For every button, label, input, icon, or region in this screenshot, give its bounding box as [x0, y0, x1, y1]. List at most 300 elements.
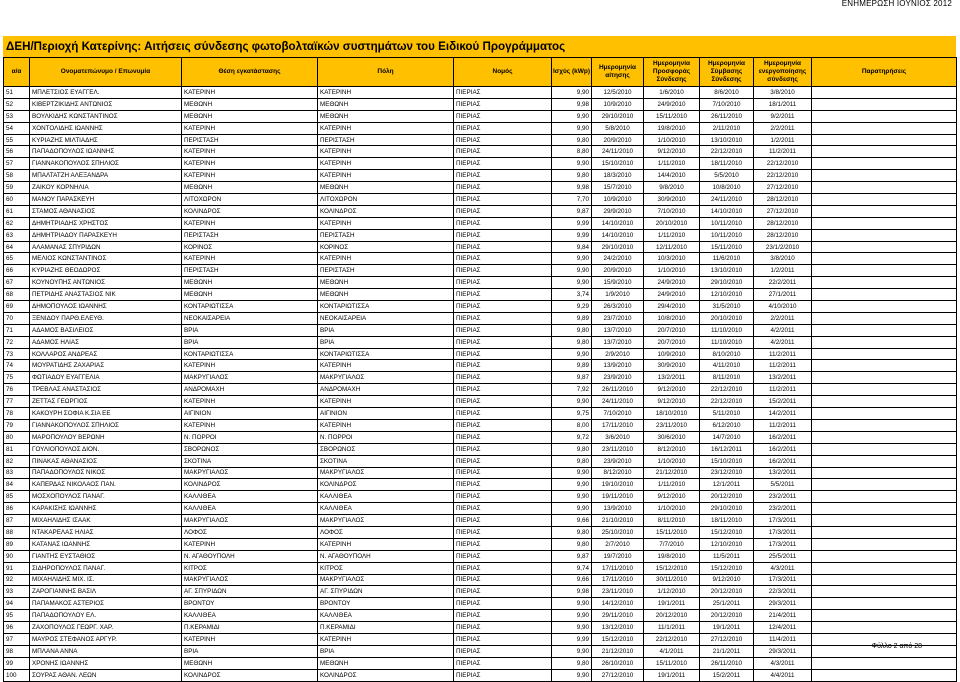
cell-prefecture: ΠΙΕΡΙΑΣ: [454, 538, 552, 550]
cell-aa: 69: [4, 301, 30, 313]
cell-city: ΠΕΡΙΣΤΑΣΗ: [318, 265, 454, 277]
cell-contract-date: 6/12/2010: [700, 419, 754, 431]
cell-name: ΔΗΜΗΤΡΙΑΔΗΣ ΧΡΗΣΤΟΣ: [30, 217, 182, 229]
cell-prefecture: ΠΙΕΡΙΑΣ: [454, 265, 552, 277]
cell-remarks: [812, 431, 957, 443]
col-contract-date-header: Ημερομηνία Σύμβασης Σύνδεσης: [700, 58, 754, 87]
cell-contract-date: 10/8/2010: [700, 182, 754, 194]
cell-prefecture: ΠΙΕΡΙΑΣ: [454, 550, 552, 562]
cell-remarks: [812, 562, 957, 574]
cell-prefecture: ΠΙΕΡΙΑΣ: [454, 205, 552, 217]
cell-prefecture: ΠΙΕΡΙΑΣ: [454, 669, 552, 681]
cell-name: ΜΟΥΡΑΤΙΔΗΣ ΖΑΧΑΡΙΑΣ: [30, 360, 182, 372]
cell-city: ΜΕΘΩΝΗ: [318, 657, 454, 669]
col-aa-header: α/α: [4, 58, 30, 87]
cell-remarks: [812, 550, 957, 562]
cell-offer-date: 12/11/2010: [644, 241, 700, 253]
cell-prefecture: ΠΙΕΡΙΑΣ: [454, 87, 552, 99]
cell-contract-date: 8/11/2010: [700, 372, 754, 384]
cell-city: ΑΓ. ΣΠΥΡΙΔΩΝ: [318, 586, 454, 598]
cell-prefecture: ΠΙΕΡΙΑΣ: [454, 443, 552, 455]
cell-name: ΔΗΜΟΠΟΥΛΟΣ ΙΩΑΝΝΗΣ: [30, 301, 182, 313]
cell-aa: 55: [4, 134, 30, 146]
cell-prefecture: ΠΙΕΡΙΑΣ: [454, 122, 552, 134]
cell-power: 9,98: [552, 98, 592, 110]
cell-aa: 79: [4, 419, 30, 431]
cell-power: 9,90: [552, 669, 592, 681]
cell-remarks: [812, 503, 957, 515]
cell-remarks: [812, 669, 957, 681]
cell-application-date: 17/11/2010: [592, 574, 644, 586]
cell-city: ΚΑΛΛΙΘΕΑ: [318, 610, 454, 622]
cell-city: ΒΡΟΝΤΟΥ: [318, 598, 454, 610]
cell-offer-date: 14/4/2010: [644, 170, 700, 182]
cell-application-date: 13/12/2010: [592, 622, 644, 634]
cell-contract-date: 26/11/2010: [700, 110, 754, 122]
cell-location: ΚΑΤΕΡΙΝΗ: [182, 360, 318, 372]
cell-city: ΛΟΦΟΣ: [318, 526, 454, 538]
cell-aa: 85: [4, 491, 30, 503]
cell-prefecture: ΠΙΕΡΙΑΣ: [454, 360, 552, 372]
cell-activation-date: 4/4/2011: [754, 669, 812, 681]
cell-application-date: 19/10/2010: [592, 479, 644, 491]
cell-city: ΚΑΤΕΡΙΝΗ: [318, 146, 454, 158]
cell-offer-date: 11/1/2011: [644, 622, 700, 634]
table-row: [4, 194, 957, 206]
table-body: [4, 87, 957, 682]
cell-name: ΖΕΤΤΑΣ ΓΕΩΡΓΙΟΣ: [30, 396, 182, 408]
cell-city: ΚΟΛΙΝΔΡΟΣ: [318, 669, 454, 681]
cell-activation-date: 4/2/2011: [754, 336, 812, 348]
cell-remarks: [812, 134, 957, 146]
cell-name: ΒΟΥΛΚΙΔΗΣ ΚΩΝΣΤΑΝΤΙΝΟΣ: [30, 110, 182, 122]
cell-power: 9,89: [552, 312, 592, 324]
cell-power: 7,70: [552, 194, 592, 206]
table-row: [4, 372, 957, 384]
table-row: [4, 586, 957, 598]
cell-city: ΚΑΛΛΙΘΕΑ: [318, 503, 454, 515]
cell-location: ΚΑΤΕΡΙΝΗ: [182, 538, 318, 550]
cell-power: 9,75: [552, 408, 592, 420]
cell-activation-date: 2/2/2011: [754, 312, 812, 324]
cell-location: ΠΕΡΙΣΤΑΣΗ: [182, 265, 318, 277]
cell-offer-date: 7/7/2010: [644, 538, 700, 550]
table-row: [4, 312, 957, 324]
cell-contract-date: 21/1/2011: [700, 645, 754, 657]
col-location-header: Θέση εγκατάστασης: [182, 58, 318, 87]
cell-activation-date: 9/2/2011: [754, 110, 812, 122]
cell-offer-date: 13/2/2011: [644, 372, 700, 384]
table-row: [4, 467, 957, 479]
cell-aa: 53: [4, 110, 30, 122]
cell-offer-date: 1/6/2010: [644, 87, 700, 99]
cell-aa: 71: [4, 324, 30, 336]
cell-city: ΚΟΝΤΑΡΙΩΤΙΣΣΑ: [318, 348, 454, 360]
cell-power: 9,99: [552, 229, 592, 241]
cell-prefecture: ΠΙΕΡΙΑΣ: [454, 633, 552, 645]
cell-name: ΖΑΧΟΠΟΥΛΟΣ ΓΕΩΡΓ. ΧΑΡ.: [30, 622, 182, 634]
cell-location: Π.ΚΕΡΑΜΙΔΙ: [182, 622, 318, 634]
cell-power: 9,99: [552, 217, 592, 229]
cell-contract-date: 14/7/2010: [700, 431, 754, 443]
cell-application-date: 8/12/2010: [592, 467, 644, 479]
cell-city: ΚΑΤΕΡΙΝΗ: [318, 253, 454, 265]
cell-application-date: 17/11/2010: [592, 419, 644, 431]
cell-remarks: [812, 217, 957, 229]
cell-activation-date: 17/3/2011: [754, 538, 812, 550]
col-remarks-header: Παρατηρήσεις: [812, 58, 957, 87]
cell-application-date: 17/11/2010: [592, 562, 644, 574]
cell-offer-date: 9/12/2010: [644, 146, 700, 158]
cell-power: 3,74: [552, 289, 592, 301]
cell-city: ΜΕΘΩΝΗ: [318, 110, 454, 122]
table-row: [4, 479, 957, 491]
cell-contract-date: 18/11/2010: [700, 515, 754, 527]
table-row: [4, 396, 957, 408]
cell-location: ΛΟΦΟΣ: [182, 526, 318, 538]
cell-contract-date: 8/6/2010: [700, 87, 754, 99]
cell-location: ΣΚΟΤΙΝΑ: [182, 455, 318, 467]
cell-remarks: [812, 348, 957, 360]
cell-city: ΚΟΡΙΝΟΣ: [318, 241, 454, 253]
cell-remarks: [812, 515, 957, 527]
cell-application-date: 21/10/2010: [592, 515, 644, 527]
cell-city: ΒΡΙΑ: [318, 324, 454, 336]
cell-remarks: [812, 384, 957, 396]
cell-location: ΒΡΙΑ: [182, 336, 318, 348]
cell-offer-date: 21/12/2010: [644, 467, 700, 479]
cell-location: ΚΟΛΙΝΔΡΟΣ: [182, 205, 318, 217]
cell-location: ΚΑΤΕΡΙΝΗ: [182, 122, 318, 134]
cell-aa: 78: [4, 408, 30, 420]
cell-application-date: 2/7/2010: [592, 538, 644, 550]
cell-offer-date: 30/6/2010: [644, 431, 700, 443]
cell-remarks: [812, 289, 957, 301]
cell-power: 9,66: [552, 515, 592, 527]
cell-location: ΜΑΚΡΥΓΙΑΛΟΣ: [182, 515, 318, 527]
cell-location: ΚΑΤΕΡΙΝΗ: [182, 170, 318, 182]
cell-application-date: 27/12/2010: [592, 669, 644, 681]
cell-city: ΚΑΤΕΡΙΝΗ: [318, 360, 454, 372]
cell-location: ΚΟΡΙΝΟΣ: [182, 241, 318, 253]
page-footer: Φύλλο 2 από 28: [871, 643, 922, 650]
cell-application-date: 13/9/2010: [592, 503, 644, 515]
cell-name: ΜΑΥΡΟΣ ΣΤΕΦΑΝΟΣ ΑΡΓΥΡ.: [30, 633, 182, 645]
cell-offer-date: 24/9/2010: [644, 277, 700, 289]
cell-offer-date: 1/10/2010: [644, 503, 700, 515]
cell-application-date: 29/10/2010: [592, 241, 644, 253]
cell-activation-date: 11/2/2011: [754, 348, 812, 360]
cell-name: ΚΟΥΝΟΥΠΗΣ ΑΝΤΩΝΙΟΣ: [30, 277, 182, 289]
cell-application-date: 7/10/2010: [592, 408, 644, 420]
cell-prefecture: ΠΙΕΡΙΑΣ: [454, 301, 552, 313]
cell-offer-date: 8/12/2010: [644, 443, 700, 455]
cell-prefecture: ΠΙΕΡΙΑΣ: [454, 455, 552, 467]
table-row: [4, 562, 957, 574]
cell-remarks: [812, 110, 957, 122]
cell-name: ΔΗΜΗΤΡΙΑΔΟΥ ΠΑΡΑΣΚΕΥΗ: [30, 229, 182, 241]
cell-remarks: [812, 277, 957, 289]
cell-aa: 90: [4, 550, 30, 562]
cell-name: ΚΑΤΑΝΑΣ ΙΩΑΝΝΗΣ: [30, 538, 182, 550]
cell-aa: 88: [4, 526, 30, 538]
cell-prefecture: ΠΙΕΡΙΑΣ: [454, 158, 552, 170]
cell-activation-date: 15/2/2011: [754, 396, 812, 408]
cell-location: ΚΑΛΛΙΘΕΑ: [182, 610, 318, 622]
cell-city: ΜΕΘΩΝΗ: [318, 277, 454, 289]
cell-offer-date: 22/12/2010: [644, 633, 700, 645]
cell-power: 9,87: [552, 550, 592, 562]
cell-remarks: [812, 526, 957, 538]
cell-aa: 77: [4, 396, 30, 408]
cell-name: ΑΛΑΜΑΝΑΣ ΣΠΥΡΙΔΩΝ: [30, 241, 182, 253]
cell-prefecture: ΠΙΕΡΙΑΣ: [454, 277, 552, 289]
cell-application-date: 23/11/2010: [592, 586, 644, 598]
cell-aa: 97: [4, 633, 30, 645]
cell-application-date: 21/12/2010: [592, 645, 644, 657]
cell-power: 9,80: [552, 526, 592, 538]
cell-aa: 60: [4, 194, 30, 206]
cell-contract-date: 5/5/2010: [700, 170, 754, 182]
cell-activation-date: 18/1/2011: [754, 98, 812, 110]
cell-application-date: 14/10/2010: [592, 217, 644, 229]
table-row: [4, 669, 957, 681]
cell-name: ΚΥΡΙΑΖΗΣ ΜΙΛΤΙΑΔΗΣ: [30, 134, 182, 146]
cell-prefecture: ΠΙΕΡΙΑΣ: [454, 241, 552, 253]
cell-city: ΚΟΛΙΝΔΡΟΣ: [318, 205, 454, 217]
cell-remarks: [812, 205, 957, 217]
cell-aa: 54: [4, 122, 30, 134]
cell-location: ΒΡΟΝΤΟΥ: [182, 598, 318, 610]
cell-location: ΚΑΤΕΡΙΝΗ: [182, 158, 318, 170]
table-row: [4, 289, 957, 301]
cell-power: 9,90: [552, 645, 592, 657]
cell-contract-date: 11/10/2010: [700, 324, 754, 336]
cell-prefecture: ΠΙΕΡΙΑΣ: [454, 491, 552, 503]
cell-offer-date: 9/12/2010: [644, 491, 700, 503]
cell-application-date: 25/10/2010: [592, 526, 644, 538]
cell-aa: 95: [4, 610, 30, 622]
cell-name: ΜΙΧΑΗΛΙΔΗΣ ΙΣΑΑΚ: [30, 515, 182, 527]
cell-application-date: 18/3/2010: [592, 170, 644, 182]
cell-power: 9,90: [552, 122, 592, 134]
cell-location: ΚΑΤΕΡΙΝΗ: [182, 146, 318, 158]
cell-name: ΜΟΣΧΟΠΟΥΛΟΣ ΠΑΝΑΓ.: [30, 491, 182, 503]
cell-aa: 91: [4, 562, 30, 574]
col-city-header: Πόλη: [318, 58, 454, 87]
cell-activation-date: 25/5/2011: [754, 550, 812, 562]
cell-power: 9,90: [552, 622, 592, 634]
cell-contract-date: 9/12/2010: [700, 574, 754, 586]
cell-activation-date: 29/3/2011: [754, 598, 812, 610]
cell-prefecture: ΠΙΕΡΙΑΣ: [454, 182, 552, 194]
table-header-row: [4, 58, 957, 87]
cell-aa: 81: [4, 443, 30, 455]
cell-contract-date: 20/12/2010: [700, 586, 754, 598]
cell-location: ΚΑΤΕΡΙΝΗ: [182, 633, 318, 645]
cell-city: ΠΕΡΙΣΤΑΣΗ: [318, 134, 454, 146]
cell-remarks: [812, 538, 957, 550]
cell-city: ΚΟΝΤΑΡΙΩΤΙΣΣΑ: [318, 301, 454, 313]
cell-offer-date: 19/8/2010: [644, 122, 700, 134]
cell-name: ΜΙΧΑΗΛΙΔΗΣ ΜΙΧ. ΙΣ.: [30, 574, 182, 586]
cell-location: ΚΑΛΛΙΘΕΑ: [182, 503, 318, 515]
cell-aa: 64: [4, 241, 30, 253]
cell-contract-date: 7/10/2010: [700, 98, 754, 110]
cell-remarks: [812, 574, 957, 586]
cell-name: ΞΕΝΙΔΟΥ ΠΑΡΘ.ΕΛΕΥΘ.: [30, 312, 182, 324]
cell-aa: 57: [4, 158, 30, 170]
cell-aa: 86: [4, 503, 30, 515]
cell-location: ΜΕΘΩΝΗ: [182, 110, 318, 122]
cell-remarks: [812, 408, 957, 420]
cell-activation-date: 11/2/2011: [754, 360, 812, 372]
cell-application-date: 24/11/2010: [592, 396, 644, 408]
cell-power: 9,90: [552, 610, 592, 622]
cell-offer-date: 30/9/2010: [644, 360, 700, 372]
cell-power: 9,80: [552, 170, 592, 182]
cell-name: ΜΠΛΕΤΣΙΟΣ ΕΥΑΓΓΕΛ.: [30, 87, 182, 99]
table-row: [4, 610, 957, 622]
cell-offer-date: 20/7/2010: [644, 336, 700, 348]
cell-location: ΜΕΘΩΝΗ: [182, 182, 318, 194]
cell-city: ΚΟΛΙΝΔΡΟΣ: [318, 479, 454, 491]
cell-power: 8,00: [552, 419, 592, 431]
cell-aa: 65: [4, 253, 30, 265]
cell-contract-date: 26/11/2010: [700, 657, 754, 669]
cell-contract-date: 16/12/2011: [700, 443, 754, 455]
cell-activation-date: 27/12/2010: [754, 205, 812, 217]
cell-contract-date: 29/10/2010: [700, 503, 754, 515]
table-row: [4, 455, 957, 467]
cell-application-date: 26/11/2010: [592, 384, 644, 396]
cell-activation-date: 22/12/2010: [754, 170, 812, 182]
cell-application-date: 2/9/2010: [592, 348, 644, 360]
cell-location: ΜΑΚΡΥΓΙΑΛΟΣ: [182, 574, 318, 586]
cell-prefecture: ΠΙΕΡΙΑΣ: [454, 253, 552, 265]
cell-remarks: [812, 182, 957, 194]
table-row: [4, 158, 957, 170]
cell-activation-date: 29/3/2011: [754, 645, 812, 657]
cell-aa: 73: [4, 348, 30, 360]
cell-activation-date: 4/10/2010: [754, 301, 812, 313]
cell-name: ΑΔΑΜΟΣ ΗΛΙΑΣ: [30, 336, 182, 348]
cell-remarks: [812, 443, 957, 455]
cell-name: ΓΙΑΝΝΑΚΟΠΟΥΛΟΣ ΣΠΗΛΙΟΣ: [30, 158, 182, 170]
cell-location: ΑΙΓΙΝΙΟΝ: [182, 408, 318, 420]
cell-offer-date: 30/9/2010: [644, 194, 700, 206]
cell-remarks: [812, 301, 957, 313]
cell-application-date: 15/7/2010: [592, 182, 644, 194]
cell-power: 9,98: [552, 182, 592, 194]
cell-aa: 76: [4, 384, 30, 396]
cell-offer-date: 18/10/2010: [644, 408, 700, 420]
cell-activation-date: 17/3/2011: [754, 526, 812, 538]
cell-contract-date: 12/10/2010: [700, 538, 754, 550]
cell-location: Ν. ΠΟΡΡΟΙ: [182, 431, 318, 443]
cell-prefecture: ΠΙΕΡΙΑΣ: [454, 336, 552, 348]
cell-activation-date: 4/3/2011: [754, 657, 812, 669]
cell-offer-date: 15/12/2010: [644, 562, 700, 574]
table-row: [4, 622, 957, 634]
cell-offer-date: 23/11/2010: [644, 419, 700, 431]
cell-name: ΚΑΡΑΚΙΣΗΣ ΙΩΑΝΝΗΣ: [30, 503, 182, 515]
cell-offer-date: 19/1/2011: [644, 598, 700, 610]
cell-contract-date: 5/11/2010: [700, 408, 754, 420]
cell-power: 9,90: [552, 479, 592, 491]
cell-remarks: [812, 158, 957, 170]
cell-power: 9,80: [552, 134, 592, 146]
cell-city: ΑΙΓΙΝΙΟΝ: [318, 408, 454, 420]
table-row: [4, 301, 957, 313]
cell-location: Ν. ΑΓΑΘΟΥΠΟΛΗ: [182, 550, 318, 562]
cell-city: ΚΑΛΛΙΘΕΑ: [318, 491, 454, 503]
cell-location: ΚΑΤΕΡΙΝΗ: [182, 419, 318, 431]
cell-activation-date: 22/12/2010: [754, 158, 812, 170]
cell-prefecture: ΠΙΕΡΙΑΣ: [454, 431, 552, 443]
cell-location: ΚΟΛΙΝΔΡΟΣ: [182, 669, 318, 681]
cell-name: ΓΙΑΝΤΗΣ ΕΥΣΤΑΘΙΟΣ: [30, 550, 182, 562]
cell-remarks: [812, 324, 957, 336]
cell-activation-date: 16/2/2011: [754, 455, 812, 467]
cell-activation-date: 14/2/2011: [754, 408, 812, 420]
cell-location: ΜΕΘΩΝΗ: [182, 98, 318, 110]
table-row: [4, 657, 957, 669]
cell-application-date: 19/11/2010: [592, 491, 644, 503]
cell-activation-date: 5/5/2011: [754, 479, 812, 491]
table-row: [4, 122, 957, 134]
cell-location: ΚΑΤΕΡΙΝΗ: [182, 253, 318, 265]
cell-name: ΚΑΚΟΥΡΗ ΣΟΦΙΑ Κ.ΣΙΑ ΕΕ: [30, 408, 182, 420]
cell-location: ΣΒΟΡΩΝΟΣ: [182, 443, 318, 455]
cell-aa: 94: [4, 598, 30, 610]
applications-table: [3, 57, 957, 682]
cell-remarks: [812, 419, 957, 431]
cell-application-date: 20/9/2010: [592, 134, 644, 146]
cell-power: 9,90: [552, 110, 592, 122]
table-row: [4, 324, 957, 336]
cell-application-date: 13/7/2010: [592, 324, 644, 336]
cell-offer-date: 9/12/2010: [644, 396, 700, 408]
cell-contract-date: 31/5/2010: [700, 301, 754, 313]
col-name-header: Ονοματεπώνυμο / Επωνυμία: [30, 58, 182, 87]
cell-offer-date: 9/12/2010: [644, 384, 700, 396]
cell-contract-date: 15/11/2010: [700, 241, 754, 253]
cell-aa: 68: [4, 289, 30, 301]
cell-location: ΝΕΟΚΑΙΣΑΡΕΙΑ: [182, 312, 318, 324]
cell-prefecture: ΠΙΕΡΙΑΣ: [454, 98, 552, 110]
cell-power: 9,80: [552, 443, 592, 455]
cell-city: ΠΕΡΙΣΤΑΣΗ: [318, 229, 454, 241]
table-row: [4, 431, 957, 443]
cell-activation-date: 1/2/2011: [754, 134, 812, 146]
cell-city: ΣΚΟΤΙΝΑ: [318, 455, 454, 467]
cell-location: ΚΟΝΤΑΡΙΩΤΙΣΣΑ: [182, 301, 318, 313]
cell-location: ΚΟΝΤΑΡΙΩΤΙΣΣΑ: [182, 348, 318, 360]
cell-prefecture: ΠΙΕΡΙΑΣ: [454, 312, 552, 324]
cell-activation-date: 28/12/2010: [754, 194, 812, 206]
table-row: [4, 538, 957, 550]
cell-contract-date: 12/10/2010: [700, 289, 754, 301]
cell-city: ΚΑΤΕΡΙΝΗ: [318, 538, 454, 550]
cell-name: ΣΟΥΡΑΣ ΑΘΑΝ. ΛΕΩΝ: [30, 669, 182, 681]
cell-contract-date: 4/11/2010: [700, 360, 754, 372]
cell-city: ΝΕΟΚΑΙΣΑΡΕΙΑ: [318, 312, 454, 324]
cell-remarks: [812, 170, 957, 182]
cell-name: ΠΑΠΑΔΟΠΟΥΛΟΥ ΕΛ.: [30, 610, 182, 622]
cell-activation-date: 23/2/2011: [754, 491, 812, 503]
cell-remarks: [812, 336, 957, 348]
